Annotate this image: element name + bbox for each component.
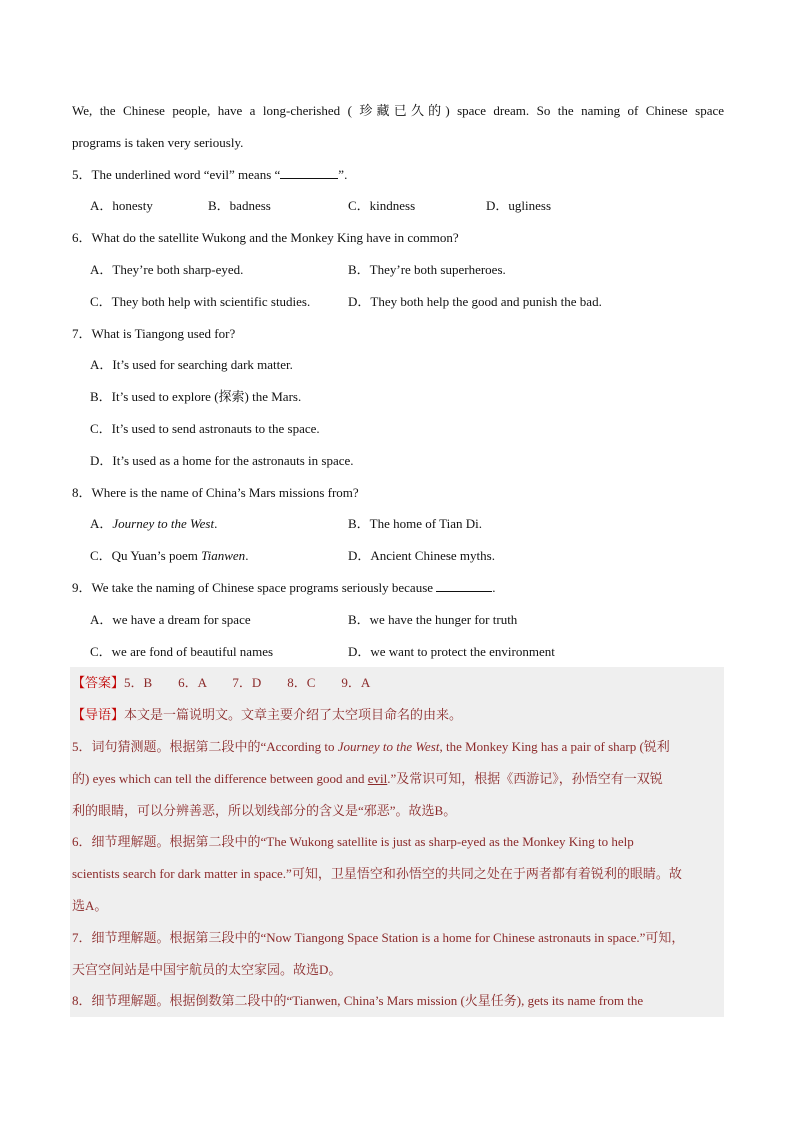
option-d: D．we want to protect the environment <box>348 643 555 659</box>
question-6-stem: 6．What do the satellite Wukong and the Monkey King have in common? <box>72 230 459 246</box>
option-d: D．ugliness <box>486 198 552 214</box>
question-6-options-ab <box>72 254 724 286</box>
option-d: D．Ancient Chinese myths. <box>348 548 495 564</box>
option-d: D．They both help the good and punish the bad. <box>348 293 602 309</box>
explanation-6-line-3: 选A。 <box>72 897 108 913</box>
option-d: D．It’s used as a home for the astronauts in space. <box>90 452 354 468</box>
explanation-5-line-1: 5．词句猜测题。根据第二段中的“According to Journey to the West, the Monkey King has a pair of sharp (锐利 <box>72 738 670 754</box>
question-5-stem: 5．The underlined word “evil” means “ ”. <box>72 166 348 182</box>
explanation-7-line-1: 7．细节理解题。根据第三段中的“Now Tiangong Space Station is a home for Chinese astronauts in space.”可知， <box>72 929 685 945</box>
answer-blank <box>280 166 338 179</box>
guide-text: 本文是一篇说明文。文章主要介绍了太空项目命名的由来。 <box>124 707 463 723</box>
option-b: B．The home of Tian Di. <box>348 516 482 532</box>
answer-explanation-box <box>70 667 724 1017</box>
option-b: B．badness <box>208 198 271 214</box>
question-7-stem: 7．What is Tiangong used for? <box>72 325 236 341</box>
option-c: C．They both help with scientific studies. <box>90 293 311 309</box>
question-8-options-ab <box>72 508 724 540</box>
option-c: C．kindness <box>348 198 416 214</box>
option-b: B．It’s used to explore (探索) the Mars. <box>90 389 302 405</box>
passage-line-2: programs is taken very seriously. <box>72 134 244 150</box>
question-9-stem: 9．We take the naming of Chinese space programs seriously because . <box>72 579 496 595</box>
option-a: A．It’s used for searching dark matter. <box>90 357 293 373</box>
question-9-options-cd <box>72 636 724 668</box>
answer-text: 5．B 6．A 7．D 8．C 9．A <box>124 675 371 691</box>
option-c: C．Qu Yuan’s poem Tianwen. <box>90 548 249 564</box>
option-c: C．It’s used to send astronauts to the space. <box>90 420 320 436</box>
explanation-7-line-2: 天宫空间站是中国宇航员的太空家园。故选D。 <box>72 961 342 977</box>
question-9-options-ab <box>72 604 724 636</box>
explanation-6-line-2: scientists search for dark matter in space.”可知，卫星悟空和孙悟空的共同之处在于两者都有着锐利的眼睛。故 <box>72 866 682 882</box>
explanation-5-line-3: 利的眼睛，可以分辨善恶，所以划线部分的含义是“邪恶”。故选B。 <box>72 802 457 818</box>
guide-label: 【导语】 <box>72 707 125 723</box>
explanation-5-line-2: 的) eyes which can tell the difference between good and evil.”及常识可知，根据《西游记》，孙悟空有一双锐 <box>72 770 663 786</box>
option-c: C．we are fond of beautiful names <box>90 643 274 659</box>
question-8-options-cd <box>72 540 724 572</box>
question-5-options <box>72 190 724 222</box>
option-a: A．Journey to the West. <box>90 516 218 532</box>
explanation-6-line-1: 6．细节理解题。根据第二段中的“The Wukong satellite is just as sharp-eyed as the Monkey King to help <box>72 834 634 850</box>
option-a: A．honesty <box>90 198 153 214</box>
answer-label: 【答案】 <box>72 675 125 691</box>
option-b: B．we have the hunger for truth <box>348 611 518 627</box>
option-b: B．They’re both superheroes. <box>348 261 506 277</box>
option-a: A．They’re both sharp-eyed. <box>90 261 244 277</box>
answer-blank <box>436 579 492 592</box>
question-8-stem: 8．Where is the name of China’s Mars missions from? <box>72 484 359 500</box>
passage-line-1: We, the Chinese people, have a long-cherished ( 珍藏已久的) space dream. So the naming of Chinese space <box>72 103 724 118</box>
document-content <box>72 95 724 1017</box>
guide <box>72 699 724 731</box>
explanation-8-line-1: 8．细节理解题。根据倒数第二段中的“Tianwen, China’s Mars mission (火星任务), gets its name from the <box>72 993 644 1009</box>
answer-key <box>72 667 724 699</box>
question-6-options-cd <box>72 286 724 318</box>
option-a: A．we have a dream for space <box>90 611 251 627</box>
